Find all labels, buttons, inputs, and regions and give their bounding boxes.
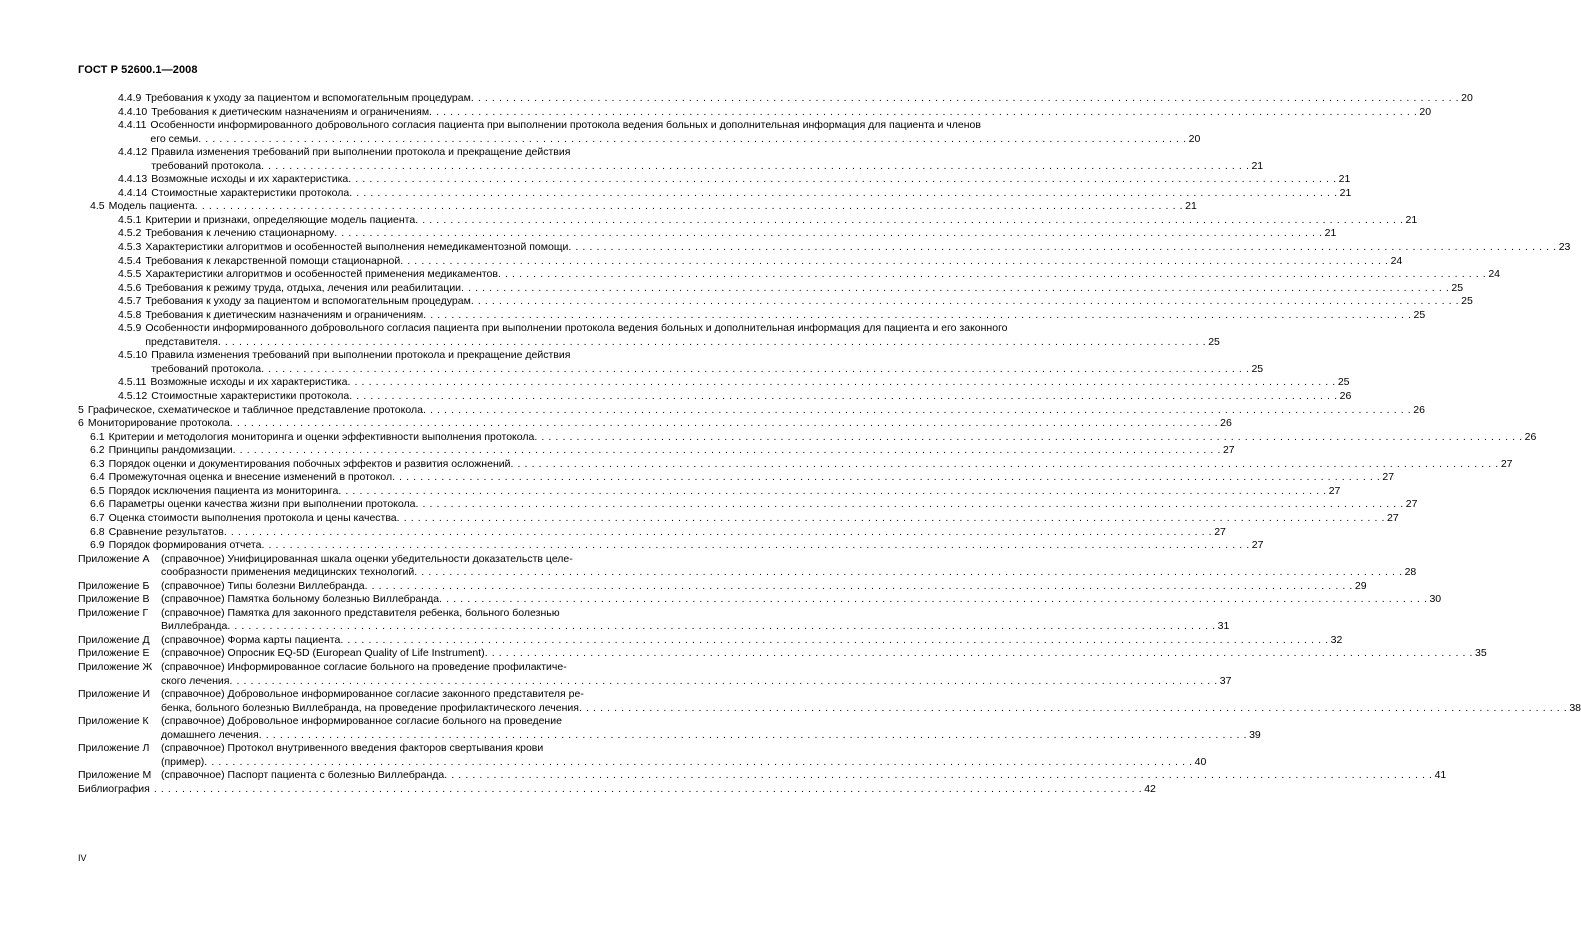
toc-entry-page: 31 [1217, 620, 1230, 633]
dot-leader [334, 227, 1322, 241]
dot-leader [230, 417, 1218, 431]
dot-leader [423, 404, 1411, 418]
toc-entry[interactable] [78, 186, 1352, 201]
toc-entry-title: (справочное) Опросник EQ-5D (European Quality of Life Instrument) [161, 647, 485, 660]
toc-entry-page: 24 [1390, 254, 1403, 267]
dot-leader [510, 458, 1498, 472]
toc-entry[interactable] [78, 633, 1343, 648]
dot-leader [261, 539, 1249, 553]
toc-entry[interactable] [78, 769, 1447, 783]
toc-entry[interactable] [78, 173, 1351, 187]
toc-entry-page: 21 [1339, 186, 1352, 199]
toc-entry-title: (справочное) Добровольное информированное согласие больного на проведение [161, 715, 562, 728]
toc-entry-number: Приложение Б [78, 579, 150, 592]
dot-leader [471, 295, 1459, 309]
toc-entry-page: 37 [1219, 674, 1232, 687]
toc-entry-page: 20 [1461, 92, 1473, 104]
dot-leader [423, 309, 1411, 323]
toc-entry-number: Приложение Д [78, 633, 150, 646]
toc-entry-page: 21 [1324, 227, 1337, 240]
toc-entry-title: (справочное) Форма карты пациента [161, 633, 341, 646]
toc-entry[interactable] [78, 539, 1264, 553]
toc-entry[interactable] [78, 647, 1487, 661]
dot-leader [365, 580, 1353, 594]
page-number: IV [78, 853, 87, 863]
toc-entry[interactable] [78, 715, 1261, 742]
dot-leader [218, 336, 1206, 350]
toc-entry[interactable] [78, 146, 1264, 173]
dot-leader [340, 634, 1328, 648]
dot-leader [392, 471, 1380, 485]
toc-entry-number: 5 [78, 403, 84, 416]
toc-entry-number: 4.5.1 [118, 213, 142, 226]
toc-entry-title: Требования к лечению стационарному [145, 227, 335, 240]
toc-entry-title: Порядок формирования отчета [108, 539, 262, 552]
toc-entry-title: Возможные исходы и их характеристика [151, 173, 349, 186]
dot-leader [195, 200, 1183, 214]
toc-entry-title: Оценка стоимости выполнения протокола и цены качества [108, 511, 397, 524]
toc-entry-page: 21 [1338, 173, 1351, 186]
toc-entry-number: 6.6 [90, 498, 105, 511]
toc-entry-title: его семьи [150, 132, 199, 145]
toc-entry-number: 4.5.3 [118, 241, 142, 254]
dot-leader [224, 526, 1212, 540]
dot-leader [415, 214, 1403, 228]
toc-entry-title: Требования к уходу за пациентом и вспомогательным процедурам [145, 295, 471, 308]
toc-entry-number: 4.5.7 [118, 295, 142, 308]
toc-entry[interactable] [78, 606, 1230, 634]
toc-entry-title: Принципы рандомизации [108, 444, 233, 457]
dot-leader [259, 729, 1247, 743]
toc-entry-page: 25 [1413, 308, 1426, 321]
toc-entry-title: Порядок исключения пациента из мониторинга [108, 484, 339, 497]
document-header: ГОСТ Р 52600.1—2008 [78, 64, 198, 76]
dot-leader [347, 376, 1335, 390]
toc-entry-number: 4.5.11 [118, 376, 147, 389]
toc-entry-number: 4.4.14 [118, 186, 148, 199]
toc-entry-title: Мониторирование протокола [87, 417, 230, 430]
toc-entry-number: 4.5.12 [118, 390, 148, 403]
toc-entry[interactable] [78, 457, 1513, 472]
toc-entry-title: Виллебранда [161, 620, 228, 633]
toc-entry-number: 4.5.10 [118, 349, 148, 362]
dot-leader [414, 566, 1402, 580]
toc-entry-number: Приложение В [78, 593, 150, 606]
toc-entry-title: Характеристики алгоритмов и особенностей выполнения немедикаментозной помощи [145, 241, 569, 254]
toc-entry-page: 42 [1144, 782, 1156, 795]
toc-entry-page: 20 [1419, 105, 1432, 118]
toc-entry-number: 4.4.13 [118, 173, 148, 186]
toc-entry-title: Характеристики алгоритмов и особенностей применения медикаментов [145, 268, 498, 281]
toc-entry-page: 25 [1251, 362, 1264, 375]
toc-entry-page: 28 [1404, 566, 1417, 579]
dot-leader [498, 268, 1486, 282]
toc-entry-title: (справочное) Памятка больному болезнью Виллебранда [161, 593, 440, 606]
toc-entry-page: 27 [1222, 444, 1235, 457]
toc-entry-number: Приложение И [78, 688, 151, 701]
toc-entry-title: требований протокола [151, 362, 262, 375]
toc-entry-title: Критерии и признаки, определяющие модель пациента [145, 213, 416, 226]
toc-entry-title: Требования к режиму труда, отдыха, лечения или реабилитации [145, 281, 462, 294]
toc-entry-title: Порядок оценки и документирования побочных эффектов и развития осложнений [108, 457, 511, 470]
toc-entry-number: 4.5.8 [118, 308, 142, 321]
toc-entry[interactable] [78, 782, 1156, 797]
dot-leader [229, 675, 1217, 689]
toc-entry-number: 4.4.9 [118, 92, 142, 104]
dot-leader [400, 255, 1388, 269]
toc-entry-number: 4.5.2 [118, 227, 142, 240]
toc-entry-page: 24 [1488, 268, 1501, 281]
toc-entry[interactable] [78, 742, 1207, 769]
toc-entry-number: 6.9 [90, 539, 105, 552]
dot-leader [261, 160, 1249, 174]
toc-entry[interactable] [78, 403, 1425, 418]
toc-entry-title: Модель пациента [108, 200, 195, 213]
toc-entry[interactable] [78, 417, 1232, 431]
toc-entry[interactable] [78, 593, 1442, 607]
toc-entry-title: (пример) [161, 755, 205, 768]
toc-entry-number: 4.4.11 [118, 119, 147, 132]
dot-leader [154, 783, 1142, 797]
toc-entry-title: (справочное) Унифицированная шкала оценки убедительности доказательств целе- [161, 552, 573, 565]
toc-entry-number: 6 [78, 417, 84, 430]
toc-entry[interactable] [78, 268, 1501, 282]
toc-entry[interactable] [78, 390, 1352, 404]
toc-entry-title: Требования к уходу за пациентом и вспомогательным процедурам [145, 92, 471, 104]
toc-entry-number: 4.4.10 [118, 105, 148, 118]
toc-entry-page: 21 [1405, 213, 1418, 226]
dot-leader [415, 498, 1403, 512]
toc-entry-number: 4.5.5 [118, 268, 142, 281]
toc-entry-page: 29 [1354, 579, 1367, 592]
toc-entry-number: 4.5.9 [118, 322, 142, 335]
toc-entry-number: Приложение Л [78, 742, 150, 755]
toc-entry-title: Особенности информированного добровольного согласия пациента при выполнении протокола ведения больных и дополнительная информация для пациента и членов [150, 119, 981, 132]
toc-entry-page: 25 [1461, 295, 1473, 308]
toc-entry-number: 4.5.6 [118, 281, 142, 294]
toc-entry-title: Требования к диетическим назначениям и ограничениям [151, 105, 430, 118]
toc-entry[interactable] [78, 484, 1341, 499]
toc-entry[interactable] [78, 471, 1395, 485]
dot-leader [485, 647, 1473, 661]
toc-entry[interactable] [78, 213, 1418, 228]
dot-leader [397, 512, 1385, 526]
toc-entry-page: 27 [1328, 484, 1341, 497]
dot-leader [444, 769, 1432, 783]
toc-entry-number: 4.4.12 [118, 146, 148, 159]
toc-entry[interactable] [78, 322, 1220, 349]
toc-entry-page: 26 [1413, 403, 1425, 416]
toc-entry-number: 6.4 [90, 471, 105, 484]
toc-entry-page: 26 [1339, 390, 1352, 403]
toc-entry[interactable] [78, 241, 1571, 255]
toc-entry-title: Требования к лекарственной помощи стационарной [145, 254, 401, 267]
toc-entry-number: 6.3 [90, 457, 105, 470]
toc-entry-number: Приложение К [78, 715, 149, 728]
toc-entry-page: 40 [1194, 755, 1207, 768]
toc-entry-title: (справочное) Добровольное информированное согласие законного представителя ре- [161, 688, 584, 701]
dot-leader [534, 431, 1522, 445]
toc-entry[interactable] [78, 498, 1418, 512]
toc-entry-page: 23 [1558, 241, 1571, 254]
toc-entry-title: представителя [145, 335, 218, 348]
dot-leader [461, 282, 1449, 296]
toc-entry[interactable] [78, 552, 1417, 580]
toc-entry-page: 26 [1524, 430, 1537, 443]
toc-entry-page: 38 [1569, 701, 1581, 714]
dot-leader [439, 593, 1427, 607]
toc-entry-page: 32 [1330, 633, 1343, 646]
dot-leader [198, 133, 1186, 147]
toc-entry-page: 25 [1208, 335, 1220, 348]
dot-leader [338, 485, 1326, 499]
toc-entry-number: 6.2 [90, 444, 105, 457]
toc-entry-number: Приложение А [78, 552, 150, 565]
toc-entry-number: 6.7 [90, 511, 105, 524]
toc-entry-page: 27 [1382, 471, 1395, 484]
toc-entry-title: (справочное) Паспорт пациента с болезнью Виллебранда [161, 769, 445, 782]
toc-entry[interactable] [78, 660, 1232, 688]
toc-entry-page: 27 [1214, 525, 1226, 538]
toc-entry-title: (справочное) Типы болезни Виллебранда [161, 579, 365, 592]
toc-entry[interactable] [78, 430, 1537, 445]
toc-entry-page: 41 [1434, 769, 1447, 782]
dot-leader [349, 187, 1337, 201]
toc-entry[interactable] [78, 119, 1201, 146]
toc-entry-number: Приложение Е [78, 647, 150, 660]
dot-leader [349, 390, 1337, 404]
toc-entry-title: Промежуточная оценка и внесение изменений в протокол [108, 471, 393, 484]
toc-entry[interactable] [78, 525, 1226, 540]
toc-entry-page: 27 [1405, 498, 1418, 511]
toc-entry-number: 4.5 [90, 200, 105, 213]
toc-entry-title: Критерии и методология мониторинга и оценки эффективности выполнения протокола [108, 430, 535, 443]
toc-entry-title: Графическое, схематическое и табличное представление протокола [87, 403, 423, 416]
toc-entry[interactable] [78, 688, 1581, 715]
table-of-contents [78, 92, 1581, 796]
toc-entry[interactable] [78, 444, 1235, 458]
dot-leader [233, 444, 1221, 458]
toc-entry-title: (справочное) Информированное согласие больного на проведение профилактиче- [161, 660, 567, 673]
toc-entry[interactable] [78, 511, 1399, 526]
toc-entry[interactable] [78, 281, 1464, 296]
toc-entry-title: Возможные исходы и их характеристика [150, 376, 348, 389]
toc-entry-title: бенка, больного болезнью Виллебранда, на проведение профилактического лечения [161, 701, 579, 714]
dot-leader [227, 620, 1215, 634]
dot-leader [348, 173, 1336, 187]
dot-leader [429, 106, 1417, 120]
toc-entry-page: 35 [1475, 647, 1487, 660]
toc-entry-page: 21 [1185, 200, 1197, 213]
toc-entry[interactable] [78, 579, 1367, 594]
toc-entry-page: 25 [1337, 376, 1350, 389]
toc-entry-number: 6.8 [90, 525, 105, 538]
toc-entry-title: Параметры оценки качества жизни при выполнении протокола [108, 498, 416, 511]
toc-entry-title: (справочное) Протокол внутривенного введения факторов свертывания крови [161, 742, 544, 755]
toc-entry-page: 25 [1451, 281, 1464, 294]
dot-leader [261, 363, 1249, 377]
toc-entry[interactable] [78, 308, 1426, 323]
toc-entry[interactable] [78, 92, 1473, 106]
toc-entry-number: 4.5.4 [118, 254, 142, 267]
toc-entry-page: 30 [1429, 593, 1442, 606]
dot-leader [568, 241, 1556, 255]
dot-leader [471, 92, 1459, 106]
toc-entry-page: 26 [1220, 417, 1232, 430]
toc-entry[interactable] [78, 295, 1473, 309]
toc-entry-title: сообразности применения медицинских технологий [161, 566, 415, 579]
toc-entry-title: Требования к диетическим назначениям и ограничениям [145, 308, 424, 321]
toc-entry-page: 27 [1251, 539, 1264, 552]
toc-entry[interactable] [78, 105, 1432, 120]
toc-entry-title: Сравнение результатов [108, 525, 224, 538]
toc-entry-page: 20 [1188, 132, 1201, 145]
toc-entry-title: Стоимостные характеристики протокола [151, 390, 350, 403]
toc-entry-page: 27 [1387, 511, 1399, 524]
toc-entry-number: Приложение Ж [78, 660, 153, 673]
toc-entry[interactable] [78, 376, 1350, 390]
dot-leader [204, 756, 1192, 770]
toc-entry-number: Приложение Г [78, 606, 149, 619]
toc-entry-title: (справочное) Памятка для законного представителя ребенка, больного болезнью [161, 606, 560, 619]
toc-entry-page: 27 [1500, 457, 1513, 470]
dot-leader [579, 702, 1567, 716]
toc-entry-number: 6.5 [90, 484, 105, 497]
toc-entry-title: Правила изменения требований при выполнении протокола и прекращение действия [151, 349, 571, 362]
toc-entry-number: Приложение М [78, 769, 152, 782]
toc-entry[interactable] [78, 349, 1264, 376]
toc-entry-title: ского лечения [161, 674, 230, 687]
toc-entry-number: Библиография [78, 782, 150, 795]
toc-entry-title: домашнего лечения [161, 728, 259, 741]
toc-entry-page: 21 [1251, 159, 1264, 172]
toc-entry-title: Стоимостные характеристики протокола [151, 186, 350, 199]
toc-entry-number: 6.1 [90, 430, 105, 443]
toc-entry-title: требований протокола [151, 159, 262, 172]
toc-entry[interactable] [78, 200, 1197, 214]
toc-entry[interactable] [78, 254, 1403, 269]
toc-entry[interactable] [78, 227, 1337, 241]
toc-entry-title: Особенности информированного добровольного согласия пациента при выполнении протокола ведения больных и дополнительная информация для пациента и его законного [145, 322, 1008, 335]
toc-entry-title: Правила изменения требований при выполнении протокола и прекращение действия [151, 146, 571, 159]
toc-entry-page: 39 [1249, 728, 1261, 741]
